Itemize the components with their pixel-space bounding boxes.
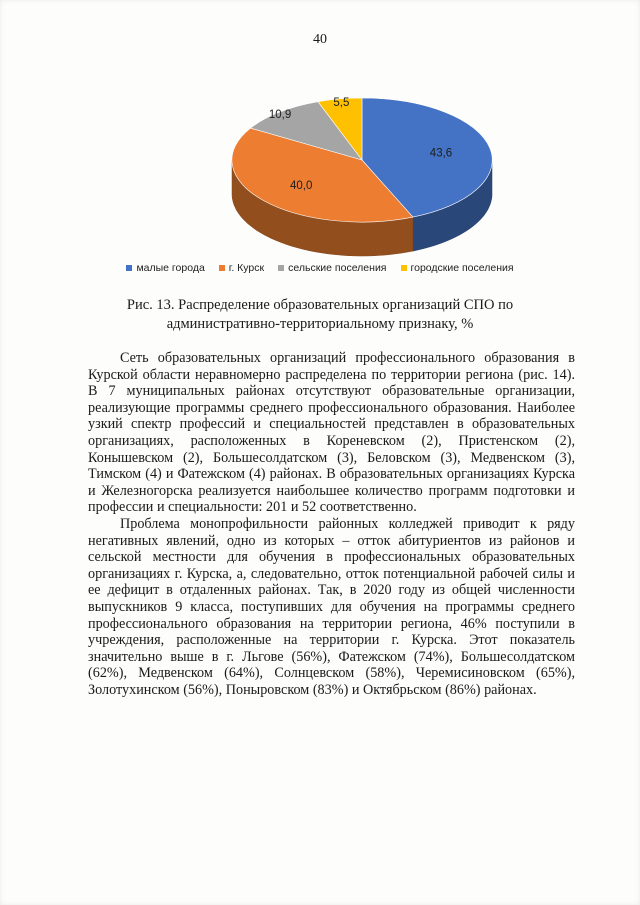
legend-swatch-0	[126, 265, 132, 271]
paragraph-1: Сеть образовательных организаций профессионального образования в Курской области неравномерно распределена по территории региона (рис. 14). В 7 муниципальных районах отсутствуют образовательные организации, реализующие программы среднего профессионального образования. Наиболее узкий спектр профессий и специальностей представлен в образовательных организациях, расположенных в Кореневском (2), Пристенском (2), Конышевском (2), Большесолдатском (3), Беловском (3), Медвенском (3), Тимском (4) и Фатежском (4) районах. В образовательных организациях Курска и Железногорска реализуется наибольшее количество программ подготовки и профессии и специальности: 201 и 52 соответственно.	[88, 350, 575, 516]
figure-caption	[80, 296, 560, 334]
legend-label-3: городские поселения	[410, 262, 514, 274]
legend-item-0	[126, 262, 204, 274]
legend-swatch-3	[401, 265, 407, 271]
body-text	[88, 350, 575, 698]
chart-legend	[0, 262, 640, 274]
legend-item-2	[278, 262, 386, 274]
paragraph-2: Проблема монопрофильности районных колледжей приводит к ряду негативных явлений, одно из которых – отток абитуриентов из районов и сельской местности для обучения в профессиональных образовательных организациях г. Курска, а, следовательно, отток потенциальной рабочей силы и ее дефицит в отдаленных районах. Так, в 2020 году из общей численности выпускников 9 класса, поступивших для обучения на программы среднего профессионального образования на территории региона, 46% поступили в учреждения, расположенные на территории г. Курска. Этот показатель значительно выше в г. Льгове (56%), Фатежском (74%), Большесолдатском (62%), Медвенском (64%), Солнцевском (58%), Черемисиновском (65%), Золотухинском (56%), Поныровском (83%) и Октябрьском (86%) районах.	[88, 515, 575, 698]
legend-item-1	[219, 262, 264, 274]
legend-swatch-1	[219, 265, 225, 271]
legend-swatch-2	[278, 265, 284, 271]
legend-label-0: малые города	[136, 262, 205, 274]
page-number: 40	[313, 32, 327, 47]
pie-value-label-2: 10,9	[268, 108, 292, 121]
legend-item-3	[401, 262, 514, 274]
caption-line-2: административно-территориальному признаку, %	[166, 316, 474, 332]
pie-chart	[0, 80, 640, 290]
caption-line-1: Рис. 13. Распределение образовательных организаций СПО по	[126, 297, 514, 313]
pie-value-label-1: 40,0	[290, 180, 313, 193]
pie-chart-svg	[0, 80, 640, 260]
legend-label-2: сельские поселения	[288, 262, 387, 274]
legend-label-1: г. Курск	[228, 262, 265, 274]
pie-value-label-0: 43,6	[429, 147, 453, 160]
pie-value-label-3: 5,5	[333, 96, 350, 109]
